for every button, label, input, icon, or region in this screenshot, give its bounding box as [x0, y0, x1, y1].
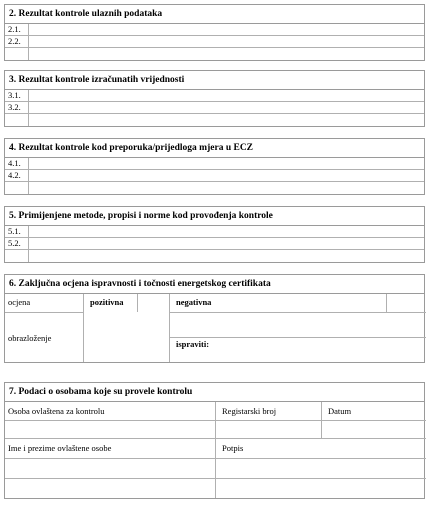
table-row	[5, 102, 424, 114]
section-4-title: 4. Rezultat kontrole kod preporuka/prijedloga mjera u ECZ	[5, 139, 424, 158]
item-field[interactable]	[29, 36, 424, 47]
section-3	[4, 70, 425, 127]
table-row	[5, 238, 424, 250]
item-field[interactable]	[29, 170, 424, 181]
section-3-title: 3. Rezultat kontrole izračunatih vrijednosti	[5, 71, 424, 90]
section-5	[4, 206, 425, 263]
item-number: 3.1.	[5, 90, 29, 101]
section-6-title: 6. Zaključna ocjena ispravnosti i točnosti energetskog certifikata	[5, 275, 424, 294]
table-row	[5, 158, 424, 170]
table-row	[5, 90, 424, 102]
item-number: 4.2.	[5, 170, 29, 181]
item-number: 5.2.	[5, 238, 29, 249]
table-row	[5, 170, 424, 182]
table-row	[5, 182, 424, 194]
item-field[interactable]	[29, 90, 424, 101]
registarski-label: Registarski broj	[222, 406, 277, 416]
ocjena-label: ocjena	[8, 297, 31, 307]
section-4	[4, 138, 425, 195]
item-field[interactable]	[29, 114, 424, 126]
table-row	[5, 36, 424, 48]
table-row	[5, 24, 424, 36]
negativna-checkbox[interactable]	[387, 294, 425, 312]
section-6	[4, 274, 425, 363]
ispraviti-label: ispraviti:	[176, 339, 210, 349]
obrazlozenje-label: obrazloženje	[8, 333, 52, 343]
item-number: 3.2.	[5, 102, 29, 113]
item-number: 5.1.	[5, 226, 29, 237]
item-number: 4.1.	[5, 158, 29, 169]
item-number	[5, 250, 29, 262]
ime-label: Ime i prezime ovlaštene osobe	[8, 443, 112, 453]
section-2	[4, 4, 425, 61]
table-row	[5, 48, 424, 60]
osoba-label: Osoba ovlaštena za kontrolu	[8, 406, 105, 416]
item-field[interactable]	[29, 182, 424, 194]
section-7-title: 7. Podaci o osobama koje su provele kontrolu	[5, 383, 424, 402]
table-row	[5, 226, 424, 238]
item-number	[5, 182, 29, 194]
section-2-title: 2. Rezultat kontrole ulaznih podataka	[5, 5, 424, 24]
item-field[interactable]	[29, 238, 424, 249]
obrazlozenje-field[interactable]	[84, 294, 169, 362]
datum-label: Datum	[328, 406, 352, 416]
item-field[interactable]	[29, 48, 424, 60]
item-number: 2.1.	[5, 24, 29, 35]
item-number	[5, 114, 29, 126]
potpis-label: Potpis	[222, 443, 244, 453]
table-row	[5, 250, 424, 262]
item-number	[5, 48, 29, 60]
item-field[interactable]	[29, 158, 424, 169]
item-number: 2.2.	[5, 36, 29, 47]
name-field[interactable]	[5, 459, 215, 498]
table-row	[5, 114, 424, 126]
item-field[interactable]	[29, 250, 424, 262]
section-7	[4, 382, 425, 499]
signature-field[interactable]	[216, 459, 426, 498]
item-field[interactable]	[29, 102, 424, 113]
section-5-title: 5. Primijenjene metode, propisi i norme kod provođenja kontrole	[5, 207, 424, 226]
item-field[interactable]	[29, 24, 424, 35]
negativna-option[interactable]: negativna	[176, 297, 212, 307]
pozitivna-option[interactable]: pozitivna	[90, 297, 124, 307]
item-field[interactable]	[29, 226, 424, 237]
